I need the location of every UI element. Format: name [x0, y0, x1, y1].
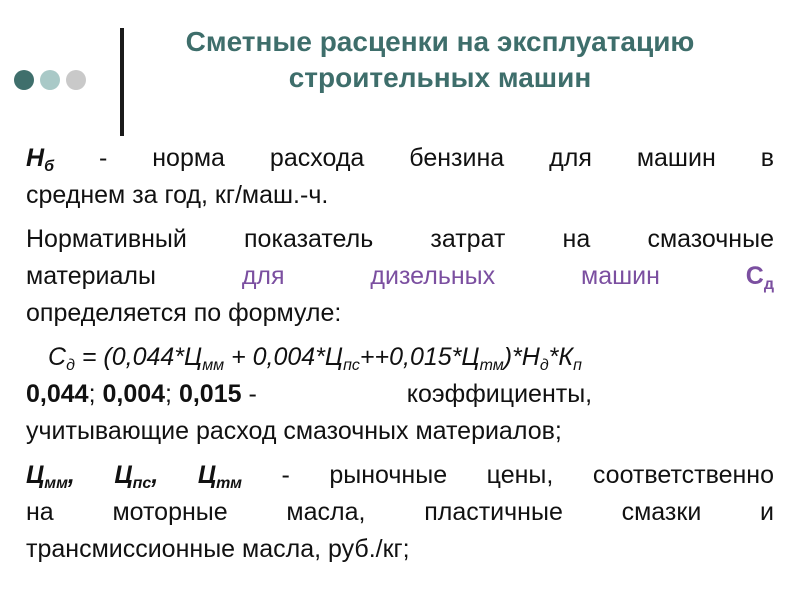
dot-dark: [14, 70, 34, 90]
formula-sub-4: д: [539, 357, 549, 374]
word-for: для: [241, 262, 285, 290]
paragraph-prices-line1: [26, 457, 774, 494]
word-machines: машин: [581, 262, 660, 290]
prices-text: - рыночные цены, соответственно: [241, 461, 774, 489]
coef-dash: -: [241, 380, 257, 408]
formula-part-4: )*Н: [503, 343, 540, 371]
paragraph-coefficients-line1: [26, 376, 774, 413]
coef-3: 0,015: [178, 380, 242, 408]
price-2-sub: пс: [132, 475, 152, 492]
price-1-sub: мм: [44, 475, 68, 492]
symbol-cd: [745, 262, 775, 293]
word-diesel: дизельных: [370, 262, 496, 290]
formula-part-1: = (0,044*Ц: [74, 343, 203, 371]
formula-sub-3: тм: [479, 357, 504, 374]
fuel-norm-text: - норма расхода бензина для машин в: [98, 144, 775, 172]
sep-2: ;: [165, 380, 179, 408]
price-comma-2: ,: [151, 461, 159, 489]
formula-part-5: *К: [548, 343, 574, 371]
formula-lhs: С: [48, 343, 67, 371]
coef-word: коэффициенты,: [406, 380, 593, 408]
symbol-letter: Н: [26, 144, 45, 172]
formula-part-2: + 0,004*Ц: [224, 343, 344, 371]
paragraph-prices-line3: трансмиссионные масла, руб./кг;: [26, 535, 410, 563]
symbol-nb: [26, 144, 54, 175]
formula-sub-2: пс: [343, 357, 360, 374]
price-3: Ц: [197, 461, 217, 489]
sep-1: ;: [88, 380, 103, 408]
dot-light: [40, 70, 60, 90]
decorative-dots: [14, 70, 86, 90]
coef-1: 0,044: [26, 380, 89, 408]
formula-lhs-sub: д: [66, 357, 75, 374]
word-materials: материалы: [26, 262, 156, 290]
paragraph-lubricant-line1: Нормативный показатель затрат на смазочные: [26, 225, 774, 253]
coef-2: 0,004: [102, 380, 166, 408]
vertical-divider: [120, 28, 124, 136]
formula-sub-1: мм: [202, 357, 225, 374]
price-symbols: [26, 461, 242, 492]
symbol-subscript: б: [44, 158, 54, 175]
symbol-cd-subscript: д: [763, 276, 775, 293]
slide-title: Сметные расценки на эксплуатацию строительных машин: [185, 26, 695, 93]
paragraph-prices-line2: на моторные масла, пластичные смазки и: [26, 498, 774, 526]
symbol-cd-letter: С: [745, 262, 764, 290]
paragraph-coefficients-line2: учитывающие расход смазочных материалов;: [26, 417, 562, 445]
paragraph-fuel-norm-line1: [26, 140, 774, 177]
formula-part-3: ++0,015*Ц: [359, 343, 480, 371]
price-2: Ц: [114, 461, 133, 489]
slide-body: [26, 140, 774, 568]
paragraph-fuel-norm-line2: среднем за год, кг/маш.-ч.: [26, 181, 329, 209]
paragraph-lubricant-line2: [26, 258, 774, 295]
price-comma-1: ,: [67, 461, 75, 489]
price-1: Ц: [26, 461, 45, 489]
formula: [26, 339, 774, 376]
paragraph-lubricant-line3: определяется по формуле:: [26, 299, 342, 327]
dot-gray: [66, 70, 86, 90]
price-3-sub: тм: [216, 475, 242, 492]
formula-sub-5: п: [573, 357, 582, 374]
